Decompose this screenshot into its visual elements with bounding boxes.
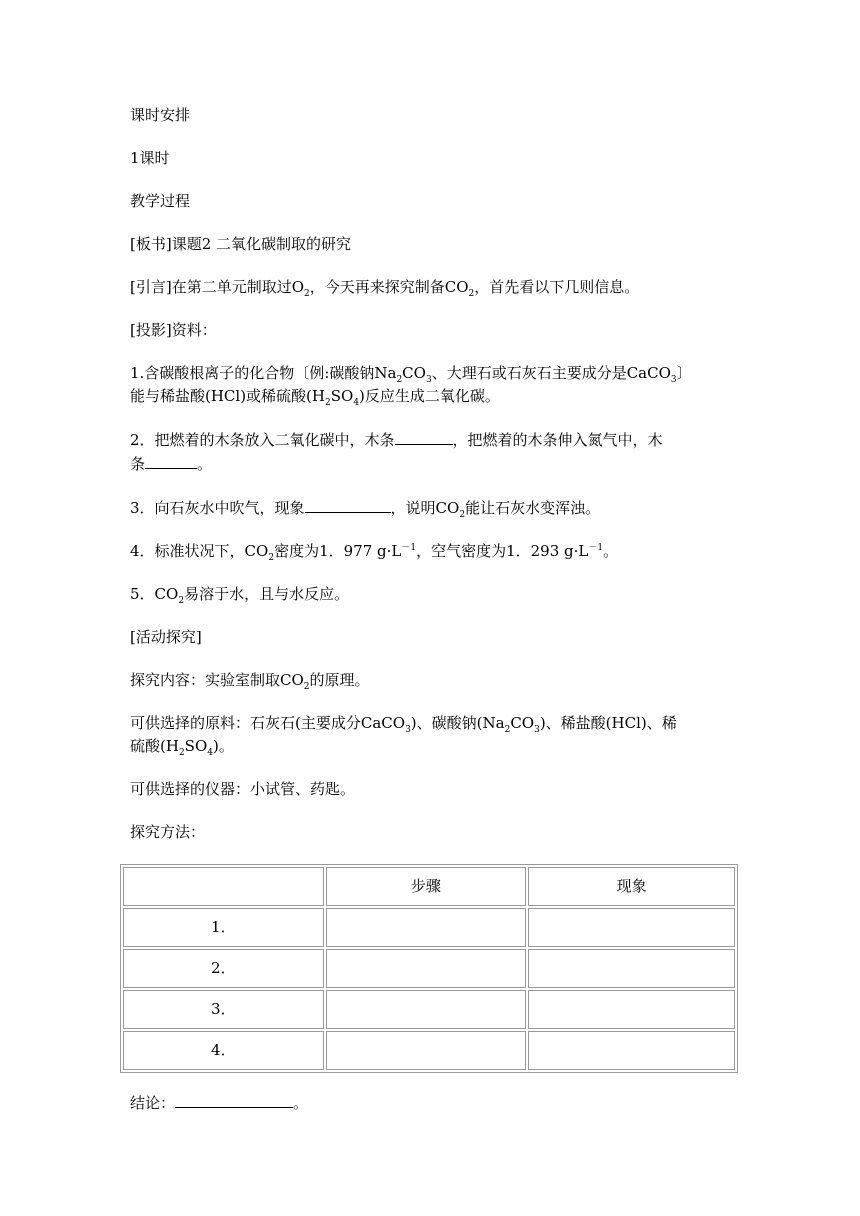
step-cell[interactable] [326, 949, 527, 988]
schedule-value: 1课时 [130, 149, 170, 167]
intro-label: [引言] [130, 278, 172, 296]
info-item-5 [130, 583, 740, 606]
phenomenon-cell[interactable] [528, 949, 735, 988]
fill-blank[interactable] [145, 452, 197, 469]
board-label: [板书] [130, 235, 172, 253]
item-text: CO [402, 364, 426, 382]
item-text: 4．标准状况下，CO [130, 542, 269, 560]
materials-text: 可供选择的原料：石灰石(主要成分CaCO [130, 714, 406, 732]
subscript: 4 [353, 398, 360, 408]
item-text: 、大理石或石灰石主要成分是CaCO [431, 364, 671, 382]
item-text: 3．向石灰水中吹气，现象 [130, 499, 305, 517]
row-number: 3． [123, 990, 324, 1029]
item-text: )反应生成二氧化碳。 [359, 387, 500, 405]
method-label: 探究方法： [130, 823, 206, 841]
item-text: 能与稀盐酸(HCl)或稀硫酸(H [130, 387, 325, 405]
subscript: 2 [325, 398, 331, 408]
board-line [130, 233, 740, 256]
table-row [123, 949, 735, 988]
materials-text: CO [510, 714, 535, 732]
fill-blank[interactable] [395, 428, 453, 445]
materials-text: )、碳酸钠(Na [410, 714, 505, 732]
conclusion [130, 1091, 740, 1115]
subscript: 3 [534, 725, 540, 735]
subscript: 2 [303, 682, 310, 692]
content-text: 探究内容：实验室制取CO [130, 671, 304, 689]
subscript: 2 [396, 375, 403, 385]
subscript: 2 [268, 553, 275, 563]
item-text: 密度为1．977 g·L [274, 542, 402, 560]
step-cell[interactable] [326, 1031, 527, 1070]
method-table [120, 864, 738, 1073]
materials-text: 硫酸(H [130, 737, 179, 755]
table-header-cell: 步骤 [326, 867, 527, 906]
subscript: 3 [670, 375, 677, 385]
table-row [123, 1031, 735, 1070]
subscript: 3 [405, 725, 411, 735]
info-item-1 [130, 362, 740, 408]
item-text: 2．把燃着的木条放入二氧化碳中，木条 [130, 431, 395, 449]
item-text: ，空气密度为1．293 g·L [416, 542, 589, 560]
phenomenon-cell[interactable] [528, 908, 735, 947]
process-heading: 教学过程 [130, 192, 191, 210]
item-text: 。 [603, 542, 619, 560]
row-number: 2． [123, 949, 324, 988]
conclusion-end: 。 [293, 1094, 309, 1112]
item-text: ，说明CO [390, 499, 460, 517]
fill-blank[interactable] [175, 1091, 293, 1108]
document-body [130, 104, 740, 1135]
activity-label: [活动探究] [130, 628, 202, 646]
subscript: 2 [459, 510, 466, 520]
subscript: 2 [178, 748, 185, 758]
intro-text: ，今天再来探究制备CO [309, 278, 469, 296]
conclusion-label: 结论： [130, 1094, 176, 1112]
schedule-heading: 课时安排 [130, 106, 191, 124]
content-text: 的原理。 [309, 671, 370, 689]
table-row [123, 908, 735, 947]
fill-blank[interactable] [305, 496, 391, 513]
project-text: 资料： [171, 321, 217, 339]
explore-content [130, 669, 740, 692]
table-header-cell: 现象 [528, 867, 735, 906]
subscript: 2 [468, 289, 475, 299]
row-number: 4． [123, 1031, 324, 1070]
subscript: 2 [304, 289, 310, 299]
item-text: 〕 [676, 364, 692, 382]
item-text: 1.含碳酸根离子的化合物〔例:碳酸钠Na [130, 364, 397, 382]
subscript: 4 [207, 748, 213, 758]
subscript: 2 [178, 596, 185, 606]
materials-text: SO [184, 737, 208, 755]
intro-text: 在第二单元制取过O [171, 278, 305, 296]
intro-line [130, 276, 740, 299]
item-text: 能让石灰水变浑浊。 [465, 499, 601, 517]
item-text: SO [330, 387, 354, 405]
item-text: 易溶于水，且与水反应。 [184, 585, 350, 603]
table-row [123, 990, 735, 1029]
materials [130, 712, 740, 758]
item-text: 5．CO [130, 585, 179, 603]
info-item-4 [130, 540, 740, 563]
phenomenon-cell[interactable] [528, 1031, 735, 1070]
table-header-row [123, 867, 735, 906]
project-line [130, 319, 740, 342]
item-text: 条 [130, 455, 146, 473]
item-text: 。 [197, 455, 213, 473]
step-cell[interactable] [326, 908, 527, 947]
step-cell[interactable] [326, 990, 527, 1029]
instruments: 可供选择的仪器：小试管、药匙。 [130, 780, 356, 798]
info-item-3 [130, 496, 740, 520]
superscript: －1 [588, 543, 604, 553]
subscript: 3 [425, 375, 432, 385]
info-item-2 [130, 428, 740, 476]
table-header-cell [123, 867, 324, 906]
materials-text: )。 [212, 737, 234, 755]
intro-text: ，首先看以下几则信息。 [474, 278, 640, 296]
board-text: 课题2 二氧化碳制取的研究 [171, 235, 352, 253]
item-text: ，把燃着的木条伸入氮气中，木 [452, 431, 663, 449]
subscript: 2 [504, 725, 511, 735]
row-number: 1． [123, 908, 324, 947]
phenomenon-cell[interactable] [528, 990, 735, 1029]
project-label: [投影] [130, 321, 172, 339]
superscript: －1 [401, 543, 417, 553]
materials-text: )、稀盐酸(HCl)、稀 [539, 714, 677, 732]
